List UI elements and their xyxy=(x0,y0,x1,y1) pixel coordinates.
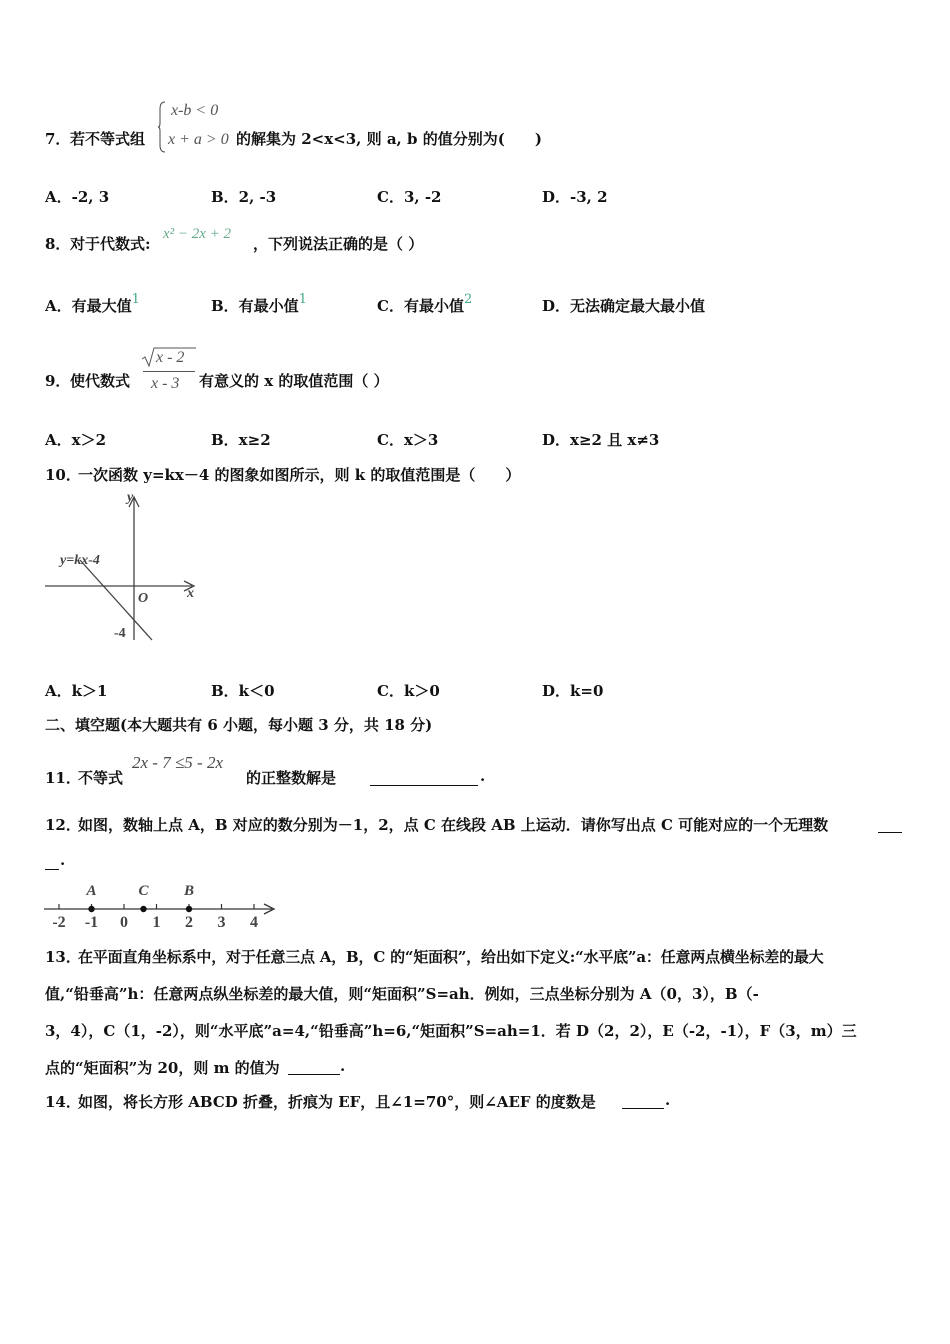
q12-tick-label: 0 xyxy=(120,914,128,931)
q11-tail: 的正整数解是 xyxy=(246,769,337,787)
q14-number: 14． xyxy=(45,1093,81,1111)
q9-option-c[interactable]: C．x＞3 xyxy=(377,431,439,449)
q7-inequality-1: x-b < 0 xyxy=(171,102,219,119)
q8-option-b-sup: 1 xyxy=(298,292,307,307)
q12-tick-label: -1 xyxy=(84,914,99,931)
q9-lead: 使代数式 xyxy=(70,372,131,390)
q11-end: . xyxy=(480,767,486,785)
q10-number: 10． xyxy=(45,466,81,484)
q12-point-b xyxy=(186,906,192,912)
q8-option-c-text: C．有最小值 xyxy=(377,297,464,315)
q13-end: . xyxy=(340,1057,346,1075)
q8-option-d[interactable] xyxy=(542,295,705,316)
q10-option-d[interactable]: D．k=0 xyxy=(542,682,604,700)
q9-denominator: x - 3 xyxy=(151,375,180,392)
q10-option-b[interactable]: B．k＜0 xyxy=(211,682,275,700)
section2-title: 二、填空题(本大题共有 6 小题，每小题 3 分，共 18 分) xyxy=(45,716,433,734)
q8-option-a-sup: 1 xyxy=(131,292,140,307)
q7-lead: 若不等式组 xyxy=(70,130,146,148)
q8-option-d-text: D．无法确定最大最小值 xyxy=(542,297,706,315)
q12-tick-label: 3 xyxy=(217,914,226,931)
q13-line1: 在平面直角坐标系中，对于任意三点 A，B，C 的“矩面积”，给出如下定义:“水平底”a：任意两点横坐标差的最大 xyxy=(78,948,824,966)
q12-number-line xyxy=(40,876,280,934)
q12-point-c xyxy=(140,906,146,912)
q7-option-a[interactable]: A．-2, 3 xyxy=(45,188,110,206)
q8-tail: ，下列说法正确的是（ ） xyxy=(253,235,424,253)
q13-line4: 点的“矩面积”为 20，则 m 的值为 xyxy=(45,1059,280,1077)
q14-text: 如图，将长方形 ABCD 折叠，折痕为 EF，且∠1=70°，则∠AEF 的度数是 xyxy=(78,1093,596,1111)
q7-number: 7． xyxy=(45,130,71,148)
q10-y-label: y xyxy=(127,490,134,505)
q12-tick-label: 4 xyxy=(250,914,258,931)
q12-number: 12． xyxy=(45,816,81,834)
q9-option-d[interactable]: D．x≥2 且 x≠3 xyxy=(542,431,660,449)
q11-expression: 2x - 7 ≤5 - 2x xyxy=(132,753,223,772)
q8-option-b-text: B．有最小值 xyxy=(211,297,299,315)
q12-tick-label: 2 xyxy=(185,914,193,931)
q10-option-c[interactable]: C．k＞0 xyxy=(377,682,440,700)
q10-text: 一次函数 y=kx－4 的图象如图所示，则 k 的取值范围是（ ） xyxy=(78,466,521,484)
q12-answer-blank-1[interactable] xyxy=(878,831,902,833)
q12-point-a xyxy=(88,906,94,912)
q13-number: 13． xyxy=(45,948,81,966)
q8-lead: 对于代数式: xyxy=(70,235,151,253)
q12-tick-label: 1 xyxy=(152,914,161,931)
q7-option-b[interactable]: B．2, -3 xyxy=(211,188,277,206)
q11-lead: 不等式 xyxy=(78,769,124,787)
q7-tail: 的解集为 2<x<3, 则 a, b 的值分别为( ) xyxy=(236,130,542,148)
q9-numerator: x - 2 xyxy=(156,349,185,366)
q9-option-a[interactable]: A．x＞2 xyxy=(45,431,107,449)
q12-point-label-c: C xyxy=(138,883,149,899)
q13-answer-blank[interactable] xyxy=(288,1073,340,1075)
q9-option-b[interactable]: B．x≥2 xyxy=(211,431,271,449)
q10-intercept-label: -4 xyxy=(114,626,126,641)
q12-end: . xyxy=(60,851,66,869)
q11-number: 11． xyxy=(45,769,81,787)
q9-fraction-bar xyxy=(143,371,195,372)
q10-origin-label: O xyxy=(138,591,149,606)
q11-answer-blank[interactable] xyxy=(370,784,478,786)
q12-point-label-b: B xyxy=(183,883,195,899)
q8-option-c-sup: 2 xyxy=(463,292,473,307)
q8-expression: x² − 2x + 2 xyxy=(163,226,232,242)
q13-line2: 值,“铅垂高”h：任意两点纵坐标差的最大值，则“矩面积”S=ah．例如，三点坐标分别为 A（0，3），B（- xyxy=(45,985,759,1003)
q8-option-a[interactable] xyxy=(45,292,140,316)
q14-answer-blank[interactable] xyxy=(622,1107,664,1109)
q12-answer-blank-2[interactable] xyxy=(45,868,59,870)
q12-text: 如图，数轴上点 A，B 对应的数分别为－1，2，点 C 在线段 AB 上运动．请你写出点 C 可能对应的一个无理数 xyxy=(78,816,829,834)
q10-graph xyxy=(42,488,207,648)
q8-option-a-text: A．有最大值 xyxy=(45,297,132,315)
q10-x-label: x xyxy=(187,586,194,601)
q7-brace xyxy=(158,101,166,153)
q12-point-label-a: A xyxy=(86,883,97,899)
q7-option-c[interactable]: C．3, -2 xyxy=(377,188,442,206)
q12-tick-label: -2 xyxy=(52,914,66,931)
q9-tail: 有意义的 x 的取值范围（ ） xyxy=(199,372,389,390)
q14-end: . xyxy=(665,1091,671,1109)
q9-number: 9． xyxy=(45,372,71,390)
q13-line3: 3，4），C（1，-2），则“水平底”a=4,“铅垂高”h=6,“矩面积”S=ah=1．若 D（2，2），E（-2，-1），F（3，m）三 xyxy=(45,1022,857,1040)
q8-option-b[interactable] xyxy=(211,292,307,316)
q7-inequality-2: x + a > 0 xyxy=(168,131,229,148)
q8-option-c[interactable] xyxy=(377,292,473,316)
q10-line-label: y=kx-4 xyxy=(60,553,100,568)
q8-number: 8． xyxy=(45,235,71,253)
q10-option-a[interactable]: A．k＞1 xyxy=(45,682,108,700)
q7-option-d[interactable]: D．-3, 2 xyxy=(542,188,608,206)
